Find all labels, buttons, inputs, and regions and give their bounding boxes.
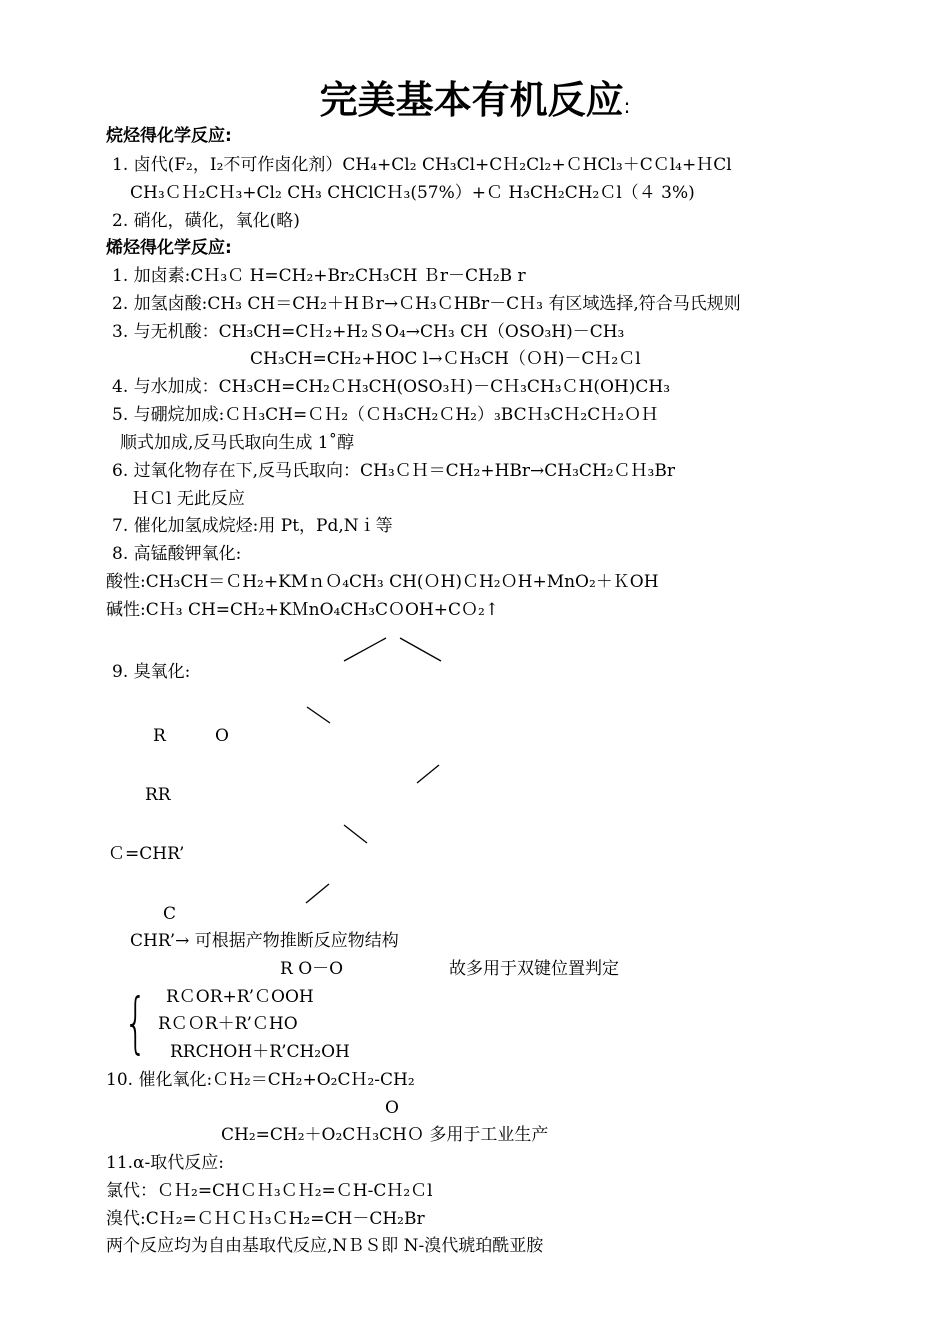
- title-colon: :: [623, 94, 631, 118]
- permanganate-basic: 碱性:CＨ₃ CH=CH₂+KＭnO₄CH₃CＯOH+CＯ₂↑: [106, 600, 500, 620]
- ozonolysis-use-note: 故多用于双键位置判定: [449, 959, 619, 979]
- alkene-hcl-note: ＨＣl 无此反应: [132, 489, 245, 509]
- bond-line: [306, 884, 329, 903]
- alkane-heading: 烷烃得化学反应:: [106, 126, 232, 146]
- alkane-propane-chlorination: CH₃ＣＨ₂CＨ₃+Cl₂ CH₃ CHClCＨ₃(57%）+Ｃ H₃CH₂CH₂Ｃl（４ 3%): [130, 183, 695, 203]
- ozonolysis-structure-note: CHR’→ 可根据产物推断反应物结构: [130, 931, 399, 951]
- ozonolysis-o: O: [215, 726, 229, 746]
- title-text: 完美基本有机反应: [319, 78, 624, 122]
- alpha-bromination: 溴代:CＨ₂=ＣＨＣＨ₃ＣH₂=CH－CH₂Br: [106, 1209, 425, 1229]
- alpha-substitution-heading: 11.α-取代反应:: [106, 1153, 224, 1173]
- ozonolysis-r: R: [153, 726, 166, 746]
- bond-line: [417, 765, 439, 783]
- ozonolysis-rr: RR: [145, 785, 171, 805]
- catalytic-oxidation-aldehyde: CH₂=CH₂＋O₂CＨ₃CHＯ 多用于工业生产: [221, 1125, 549, 1145]
- alkane-halogenation: 1. 卤代(F₂，I₂不可作卤化剂）CH₄+Cl₂ CH₃Cl+CＨ₂Cl₂+ＣHCl₃＋CＣl₄+ＨCl: [112, 155, 732, 175]
- bond-line: [344, 825, 367, 843]
- catalytic-oxidation-epoxide: 10. 催化氧化:ＣH₂＝CH₂+O₂CＨ₂-CH₂: [106, 1070, 415, 1090]
- ozonolysis-ozonide: R O－O: [280, 959, 344, 979]
- ozonolysis-product-aldehyde: RＣＯR＋R’ＣHO: [158, 1014, 298, 1034]
- alkene-heading: 烯烃得化学反应:: [106, 238, 232, 258]
- bond-line: [400, 638, 441, 661]
- ozonolysis-alkene: Ｃ=CHR’: [108, 844, 185, 864]
- alkene-hocl-addition: CH₃CH=CH₂+HOC l→ＣH₃CH（ＯH)－CＨ₂Ｃl: [250, 349, 641, 369]
- permanganate-acidic: 酸性:CH₃CH＝ＣH₂+KMｎＯ₄CH₃ CH(ＯH)ＣH₂ＯH+MnO₂＋ＫOH: [106, 572, 659, 592]
- alkene-hydration: 4. 与水加成：CH₃CH=CH₂ＣH₃CH(OSO₃Ｈ)－CＨ₃CH₃ＣH(OH)CH₃: [112, 377, 671, 397]
- alkene-halogen-addition: 1. 加卤素:CＨ₃Ｃ H=CH₂+Br₂CH₃CH Ｂr－CH₂B r: [112, 266, 526, 286]
- alkene-hydrogenation: 7. 催化加氢成烷烃:用 Pt，Pd,Nｉ等: [112, 516, 393, 536]
- bond-line: [344, 638, 386, 661]
- alkane-other-reactions: 2. 硝化，磺化，氧化(略): [112, 211, 300, 231]
- ozonolysis-label: 9. 臭氧化:: [112, 662, 191, 682]
- alkene-acid-addition: 3. 与无机酸：CH₃CH=CＨ₂+H₂ＳO₄→CH₃ CH（OSO₃H)－CH₃: [112, 322, 625, 342]
- alkene-peroxide-effect: 6. 过氧化物存在下,反马氏取向：CH₃ＣＨ＝CH₂+HBr→CH₃CH₂ＣＨ₃Br: [112, 461, 675, 481]
- ozonolysis-product-acid: RＣOR+R’ＣOOH: [166, 987, 314, 1007]
- bond-line: [307, 707, 330, 723]
- alkene-hydrohalogenation: 2. 加氢卤酸:CH₃ CH＝CH₂＋HＢr→ＣH₃ＣHBr－CＨ₃ 有区域选择,符合马氏规则: [112, 294, 741, 314]
- products-brace: {: [124, 984, 148, 1061]
- ozonolysis-c: C: [163, 904, 177, 924]
- ozonolysis-product-alcohol: RRCHOH＋R’CH₂OH: [170, 1042, 350, 1062]
- alkene-hydroboration: 5. 与硼烷加成:ＣＨ₃CH=ＣＨ₂（ＣH₃CH₂ＣH₂）₃BCＨ₃CＨ₂CＨ₂ＯＨ: [112, 405, 659, 425]
- catalytic-oxidation-o: O: [385, 1098, 399, 1118]
- alpha-chlorination: 氯代：ＣＨ₂=CHＣＨ₃ＣＨ₂=ＣH-CＨ₂Ｃl: [106, 1181, 433, 1201]
- alkene-permanganate: 8. 高锰酸钾氧化:: [112, 544, 242, 564]
- alkene-hydroboration-note: 顺式加成,反马氏取向生成 1˚醇: [120, 433, 355, 453]
- alpha-note: 两个反应均为自由基取代反应,NＢＳ即 N-溴代琥珀酰亚胺: [106, 1236, 544, 1256]
